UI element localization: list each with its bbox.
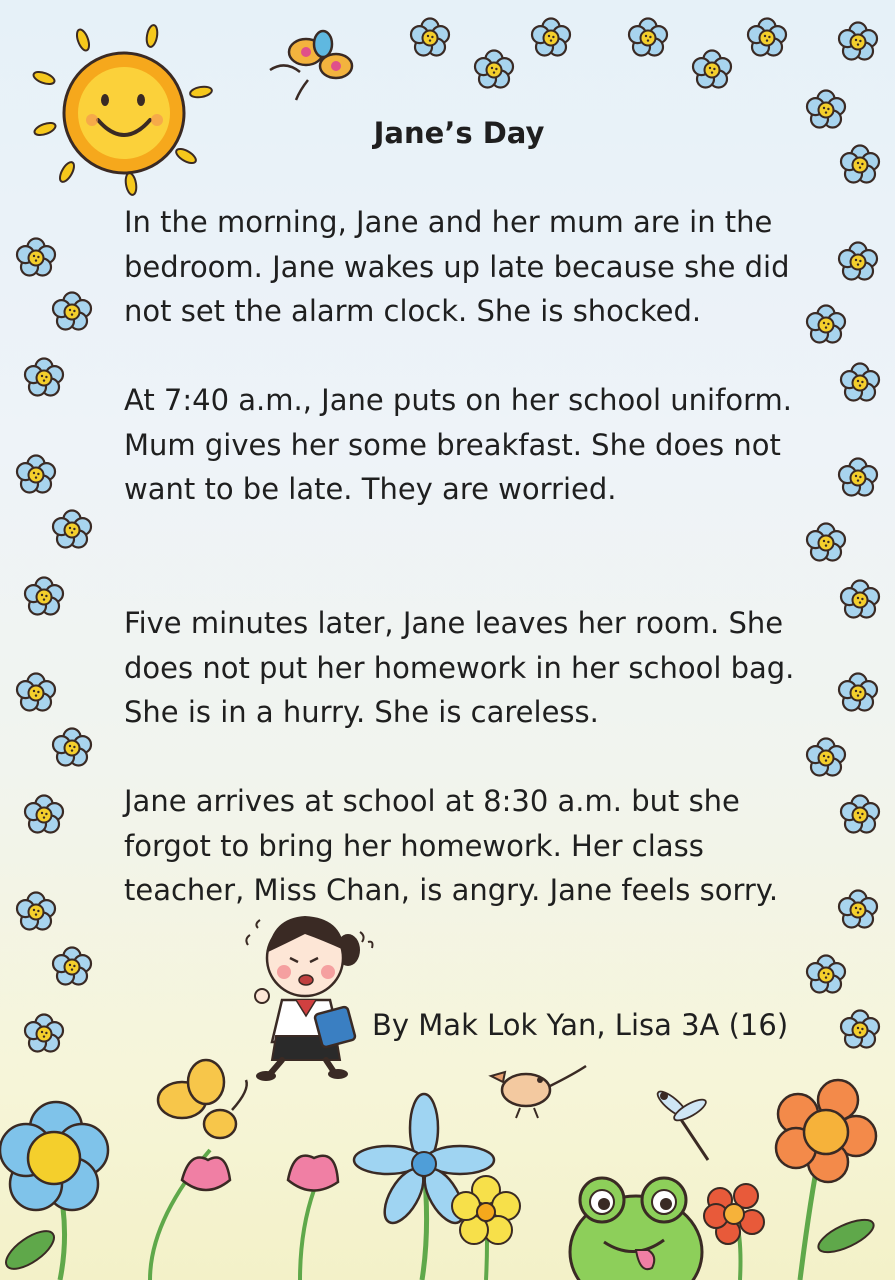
flower-icon — [704, 1184, 764, 1244]
page-title: Jane’s Day — [373, 116, 545, 150]
flower-icon — [776, 1080, 876, 1182]
paragraph-breakfast: At 7:40 a.m., Jane puts on her school uniform. Mum gives her some breakfast. She does not want to be late. They are worried. — [124, 383, 792, 506]
butterfly-icon — [158, 1060, 247, 1138]
author-byline: By Mak Lok Yan, Lisa 3A (16) — [372, 1008, 789, 1042]
paragraph-leaving: Five minutes later, Jane leaves her room. She does not put her homework in her school bag. She is in a hurry. She is careless. — [124, 606, 795, 729]
bird-icon — [491, 1066, 586, 1118]
flower-icon — [452, 1176, 520, 1244]
sun-icon — [32, 24, 213, 195]
paragraph-morning: In the morning, Jane and her mum are in the bedroom. Jane wakes up late because she did not set the alarm clock. She is shocked. — [124, 205, 790, 328]
frog-icon — [570, 1178, 702, 1280]
dragonfly-icon — [654, 1088, 708, 1160]
garden-illustration — [0, 1060, 878, 1280]
butterfly-icon — [270, 31, 352, 100]
girl-running-illustration — [246, 916, 372, 1081]
paragraph-school: Jane arrives at school at 8:30 a.m. but she forgot to bring her homework. Her class teacher, Miss Chan, is angry. Jane feels sorry. — [124, 784, 779, 907]
tulip-icon — [182, 1156, 338, 1191]
flower-icon — [0, 1102, 108, 1210]
